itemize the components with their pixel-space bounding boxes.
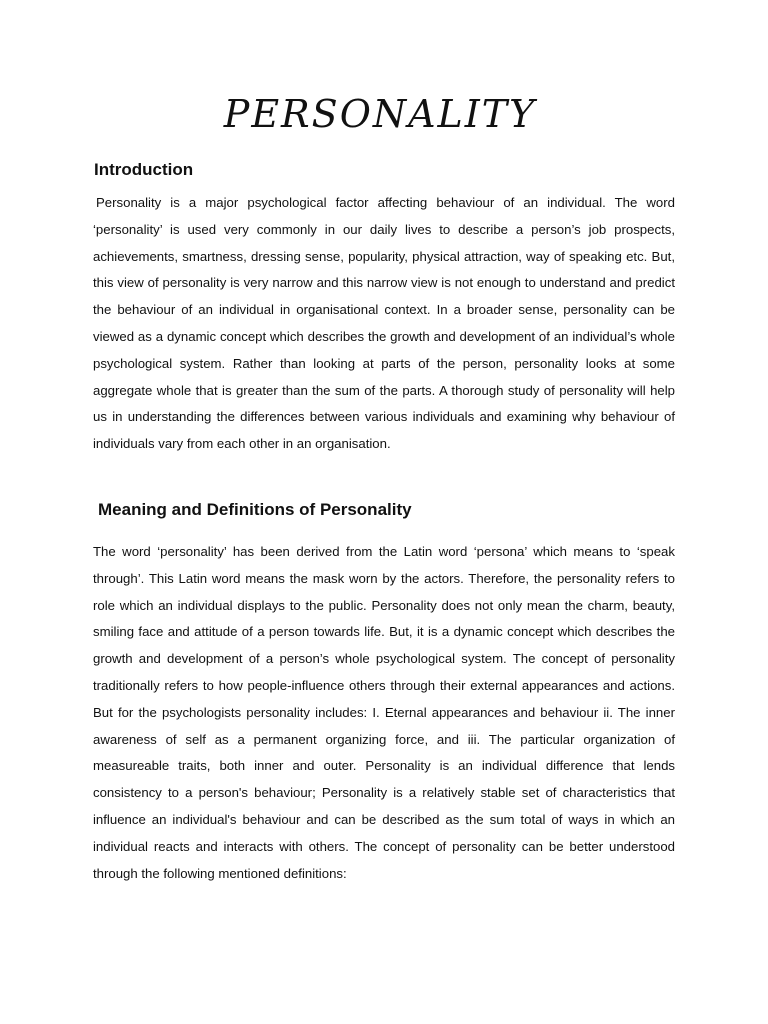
section-heading-meaning: Meaning and Definitions of Personality (98, 500, 412, 519)
section-body-introduction: Personality is a major psychological factor affecting behaviour of an individual. The word ‘personality’ is used very commonly in our daily lives to describe a person’s job prospects, achievements, smartness, dressing sense, popularity, physical attraction, way of speaking etc. But, this view of personality is very narrow and this narrow view is not enough to understand and predict the behaviour of an individual in organisational context. In a broader sense, personality can be viewed as a dynamic concept which describes the growth and development of an individual’s whole psychological system. Rather than looking at parts of the person, personality looks at some aggregate whole that is greater than the sum of the parts. A thorough study of personality will help us in understanding the differences between various individuals and examining why behaviour of individuals vary from each other in an organisation. (93, 195, 675, 452)
section-heading-introduction: Introduction (94, 160, 194, 179)
document-title: PERSONALITY (223, 92, 537, 136)
section-body-meaning: The word ‘personality’ has been derived from the Latin word ‘persona’ which means to ‘speak through’. This Latin word means the mask worn by the actors. Therefore, the personality refers to role which an individual displays to the public. Personality does not only mean the charm, beauty, smiling face and attitude of a person towards life. But, it is a dynamic concept which describes the growth and development of a person’s whole psychological system. The concept of personality traditionally refers to how people-influence others through their external appearances and actions. But for the psychologists personality includes: I. Eternal appearances and behaviour ii. The inner awareness of self as a permanent organizing force, and iii. The particular organization of measureable traits, both inner and outer. Personality is an individual difference that lends consistency to a person's behaviour; Personality is a relatively stable set of characteristics that influence an individual's behaviour and can be described as the sum total of ways in which an individual reacts and interacts with others. The concept of personality can be better understood through the following mentioned definitions: (93, 544, 675, 881)
